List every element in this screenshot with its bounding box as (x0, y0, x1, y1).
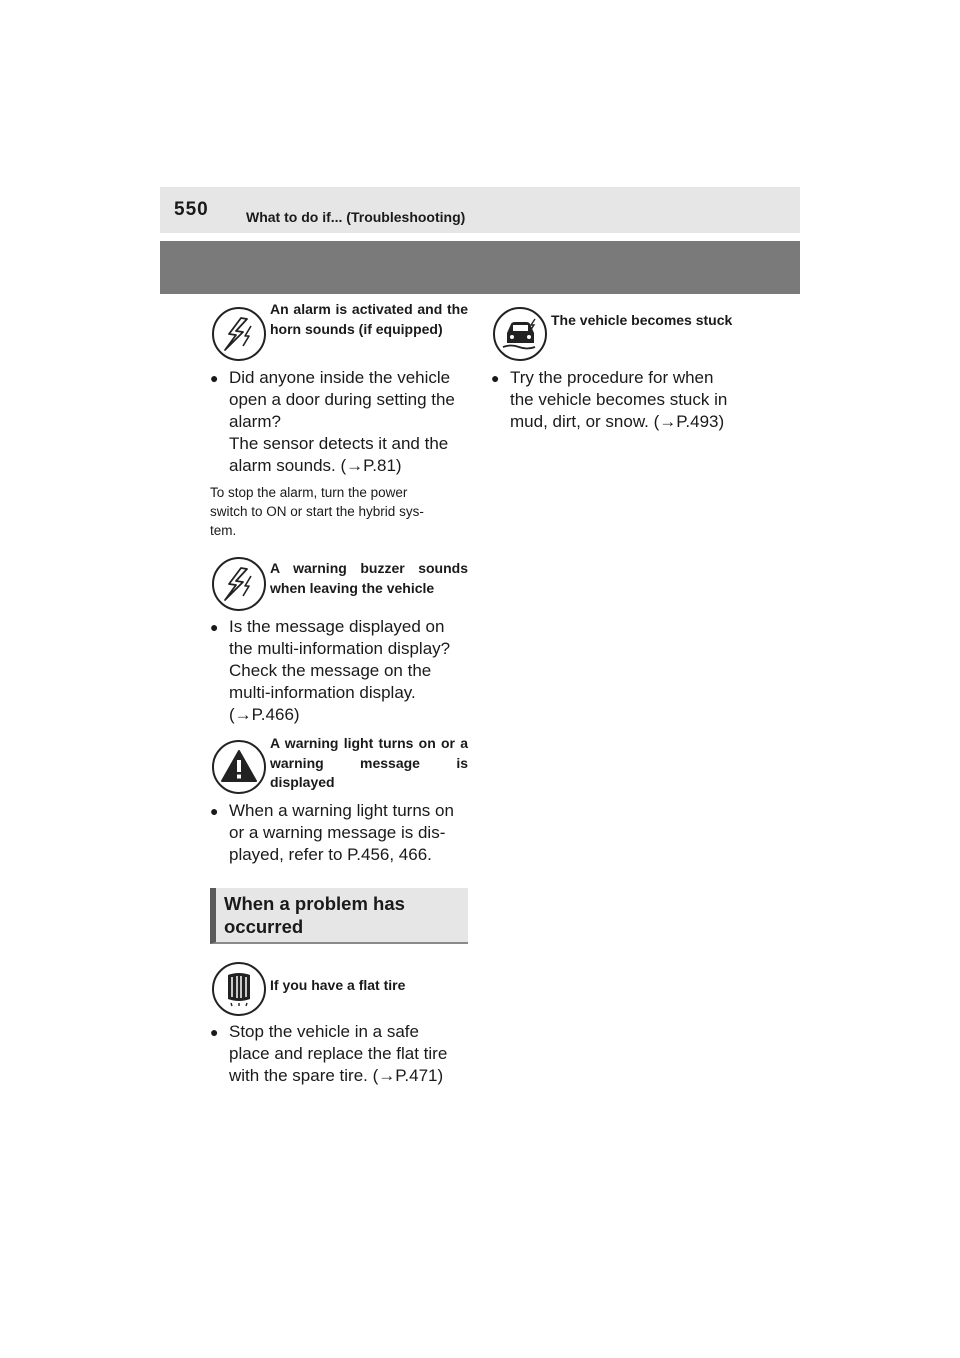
stuck-car-icon (493, 307, 547, 361)
flat-tire-bullet (210, 1021, 480, 1087)
bullet-icon: ● (210, 1024, 219, 1040)
stuck-title: The vehicle becomes stuck (551, 312, 733, 328)
stuck-bullet (491, 367, 771, 433)
page-number: 550 (174, 199, 209, 220)
alarm-bullet (210, 367, 480, 477)
problem-subheading (210, 888, 468, 944)
flat-tire-bullet-text: Stop the vehicle in a safe place and replace the flat tire with the spare tire. (→P.471) (229, 1022, 448, 1085)
alarm-note: To stop the alarm, turn the power switch to ON or start the hybrid sys- tem. (210, 485, 424, 538)
bullet-icon: ● (210, 619, 219, 635)
buzzer-title: A warning buzzer sounds when leaving the vehicle (270, 560, 468, 596)
lightning-bolt-icon (212, 307, 266, 361)
bullet-icon: ● (491, 370, 500, 386)
problem-subheading-text: When a problem has occurred (224, 893, 405, 937)
lightning-bolt-icon (212, 557, 266, 611)
bullet-icon: ● (210, 803, 219, 819)
bullet-icon: ● (210, 370, 219, 386)
warning-light-bullet-text: When a warning light turns on or a warning message is dis- played, refer to P.456, 466. (229, 801, 454, 864)
warning-light-bullet (210, 800, 480, 866)
alarm-title: An alarm is activated and the horn sounds (if equipped) (270, 301, 468, 337)
alarm-bullet-text: Did anyone inside the vehicle open a door during setting the alarm? The sensor detects it and the alarm sounds. (→P.81) (229, 368, 455, 475)
buzzer-bullet (210, 616, 480, 726)
tire-icon (212, 962, 266, 1016)
section-title: What to do if... (Troubleshooting) (246, 209, 466, 225)
stuck-bullet-text: Try the procedure for when the vehicle becomes stuck in mud, dirt, or snow. (→P.493) (510, 368, 728, 431)
chapter-band (160, 241, 800, 294)
warning-triangle-icon (212, 740, 266, 794)
buzzer-bullet-text: Is the message displayed on the multi-information display? Check the message on the multi-information display. (→P.466) (229, 617, 451, 724)
warning-light-title: A warning light turns on or a warning message is displayed (270, 735, 468, 790)
flat-tire-title: If you have a flat tire (270, 977, 406, 993)
